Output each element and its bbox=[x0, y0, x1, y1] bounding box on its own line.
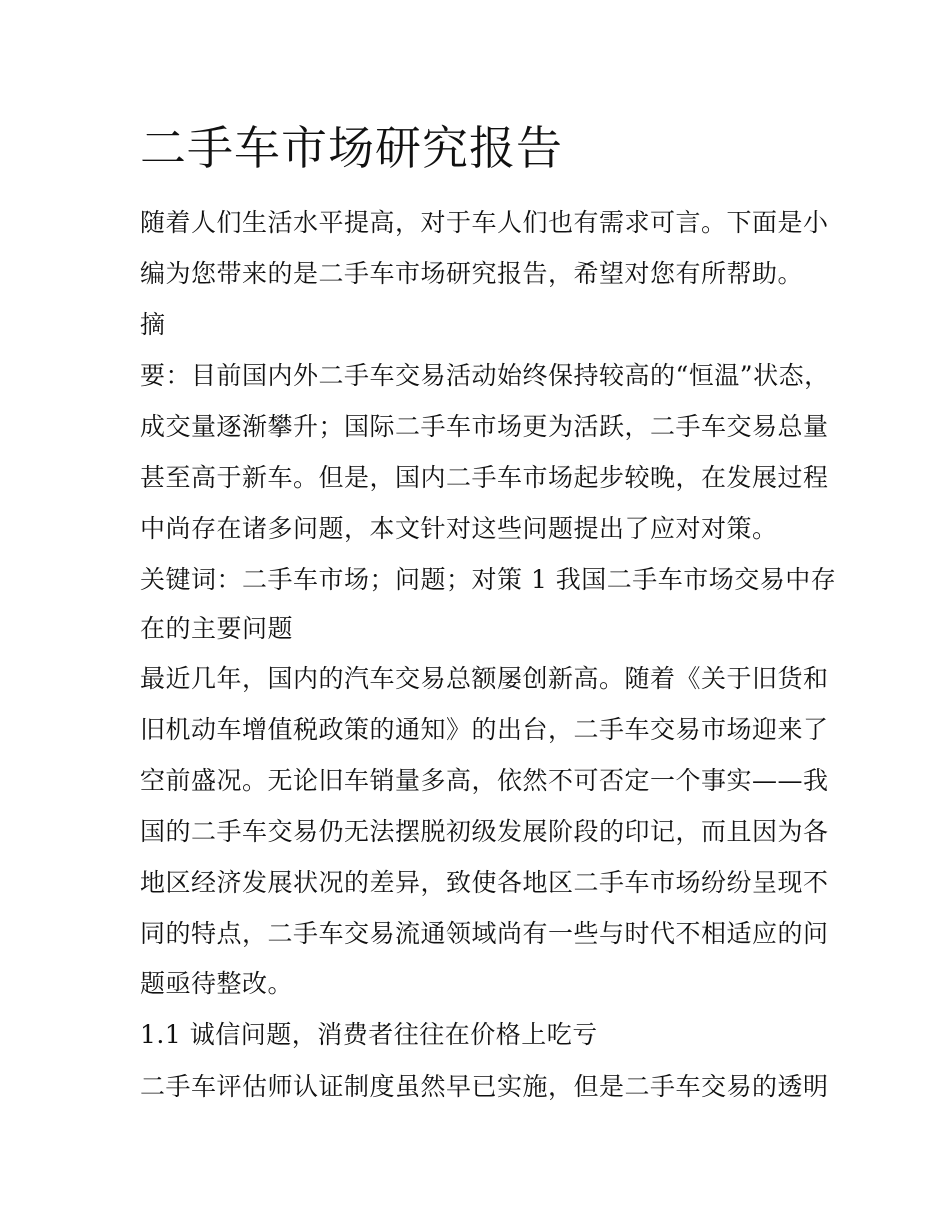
subsection-heading: 1.1 诚信问题，消费者往往在价格上吃亏 bbox=[140, 1020, 598, 1049]
body-line: 中尚存在诸多问题，本文针对这些问题提出了应对对策。 bbox=[140, 514, 778, 543]
body-line: 随着人们生活水平提高，对于车人们也有需求可言。下面是小 bbox=[140, 208, 829, 237]
body-line: 国的二手车交易仍无法摆脱初级发展阶段的印记，而且因为各 bbox=[140, 817, 829, 846]
body-line: 地区经济发展状况的差异，致使各地区二手车市场纷纷呈现不 bbox=[140, 868, 829, 897]
body-line: 空前盛况。无论旧车销量多高，依然不可否定一个事实——我 bbox=[140, 766, 829, 795]
body-line: 摘 bbox=[140, 310, 166, 339]
document-title: 二手车市场研究报告 bbox=[140, 121, 563, 175]
keywords-line: 关键词：二手车市场；问题；对策 1 我国二手车市场交易中存 bbox=[140, 565, 837, 594]
body-line: 最近几年，国内的汽车交易总额屡创新高。随着《关于旧货和 bbox=[140, 664, 829, 693]
body-line: 成交量逐渐攀升；国际二手车市场更为活跃，二手车交易总量 bbox=[140, 412, 829, 441]
body-line: 旧机动车增值税政策的通知》的出台，二手车交易市场迎来了 bbox=[140, 715, 829, 744]
body-line: 二手车评估师认证制度虽然早已实施，但是二手车交易的透明 bbox=[140, 1072, 829, 1101]
body-line: 要：目前国内外二手车交易活动始终保持较高的“恒温”状态， bbox=[140, 361, 830, 390]
body-line: 甚至高于新车。但是，国内二手车市场起步较晚，在发展过程 bbox=[140, 463, 829, 492]
body-line: 编为您带来的是二手车市场研究报告，希望对您有所帮助。 bbox=[140, 259, 804, 288]
body-line: 同的特点，二手车交易流通领域尚有一些与时代不相适应的问 bbox=[140, 919, 829, 948]
section-heading: 在的主要问题 bbox=[140, 614, 294, 643]
body-line: 题亟待整改。 bbox=[140, 969, 294, 998]
